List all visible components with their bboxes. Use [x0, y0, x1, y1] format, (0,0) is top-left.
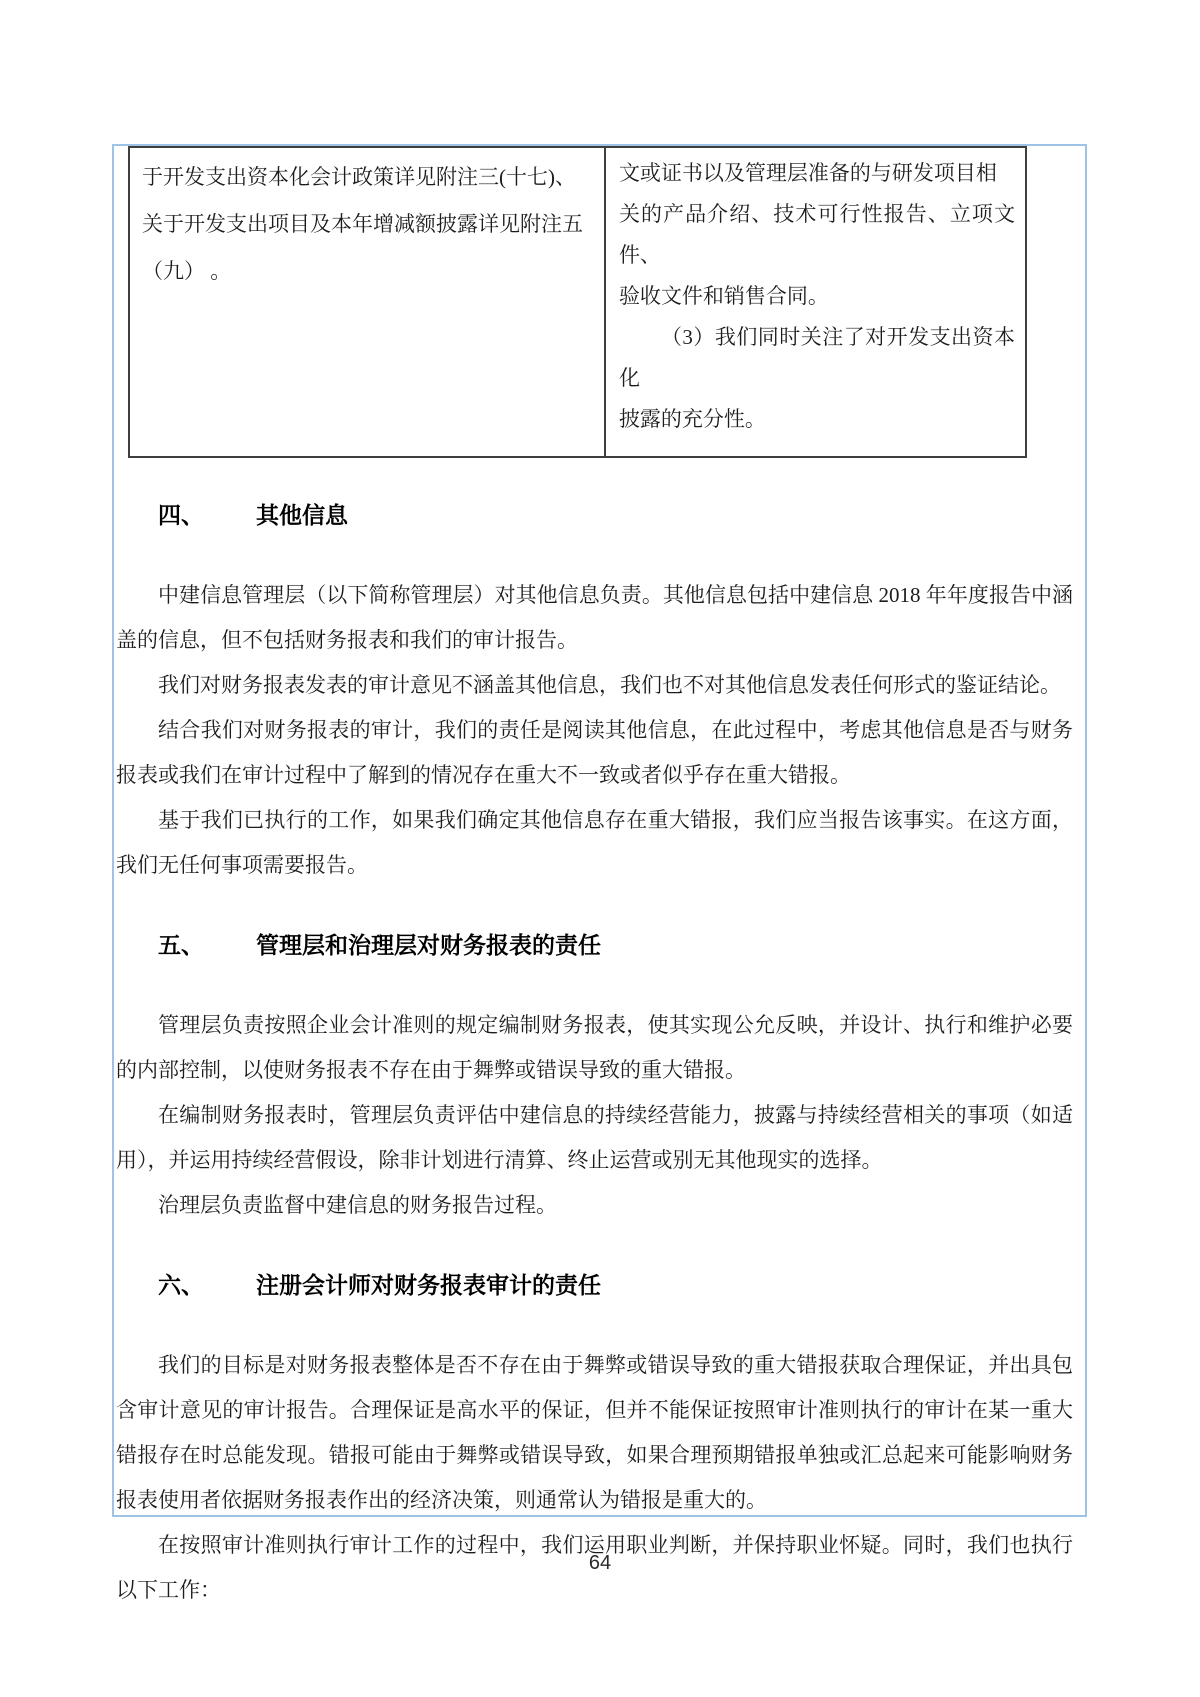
section-number: 四、	[158, 502, 204, 528]
key-audit-matters-table	[128, 146, 1027, 458]
paragraph: 我们对财务报表发表的审计意见不涵盖其他信息，我们也不对其他信息发表任何形式的鉴证结论。	[158, 673, 1061, 697]
paragraph: 基于我们已执行的工作，如果我们确定其他信息存在重大错报，我们应当报告该事实。在这方面，我们无任何事项需要报告。	[116, 808, 1073, 877]
table-cell-line: 关的产品介绍、技术可行性报告、立项文件、	[618, 202, 1015, 267]
table-cell-matter-description	[130, 148, 606, 456]
page-number: 64	[588, 1552, 612, 1574]
table-cell-line: 验收文件和销售合同。	[618, 284, 829, 308]
section-title: 其他信息	[256, 502, 348, 528]
table-cell-line: 于开发支出资本化会计政策详见附注三(十七)、	[142, 165, 576, 189]
table-cell-line: 关于开发支出项目及本年增减额披露详见附注五	[142, 212, 583, 236]
section-heading	[158, 1274, 1073, 1297]
table-cell-line: （3）我们同时关注了对开发支出资本化	[618, 325, 1015, 390]
section-management-responsibility	[116, 934, 1073, 1228]
section-title: 注册会计师对财务报表审计的责任	[256, 1272, 601, 1298]
document-body	[114, 504, 1085, 1613]
table-cell-line: 文或证书以及管理层准备的与研发项目相	[618, 161, 997, 185]
paragraph: 结合我们对财务报表的审计，我们的责任是阅读其他信息，在此过程中，考虑其他信息是否与财务报表或我们在审计过程中了解到的情况存在重大不一致或者似乎存在重大错报。	[116, 718, 1073, 787]
paragraph: 中建信息管理层（以下简称管理层）对其他信息负责。其他信息包括中建信息 2018 年年度报告中涵盖的信息，但不包括财务报表和我们的审计报告。	[116, 583, 1073, 652]
paragraph: 治理层负责监督中建信息的财务报告过程。	[158, 1193, 557, 1217]
section-heading	[158, 934, 1073, 957]
paragraph: 在按照审计准则执行审计工作的过程中，我们运用职业判断，并保持职业怀疑。同时，我们也执行以下工作：	[116, 1533, 1073, 1602]
table-cell-line: 披露的充分性。	[618, 407, 766, 431]
table-cell-line: （九） 。	[142, 259, 232, 283]
section-other-information	[116, 504, 1073, 888]
section-title: 管理层和治理层对财务报表的责任	[256, 932, 601, 958]
paragraph: 我们的目标是对财务报表整体是否不存在由于舞弊或错误导致的重大错报获取合理保证，并出具包含审计意见的审计报告。合理保证是高水平的保证，但并不能保证按照审计准则执行的审计在某一重大错报存在时总能发现。错报可能由于舞弊或错误导致，如果合理预期错报单独或汇总起来可能影响财务报表使用者依据财务报表作出的经济决策，则通常认为错报是重大的。	[116, 1353, 1073, 1512]
table-cell-audit-response	[606, 148, 1025, 456]
section-heading	[158, 504, 1073, 527]
section-number: 五、	[158, 932, 204, 958]
section-number: 六、	[158, 1272, 204, 1298]
paragraph: 在编制财务报表时，管理层负责评估中建信息的持续经营能力，披露与持续经营相关的事项（如适用），并运用持续经营假设，除非计划进行清算、终止运营或别无其他现实的选择。	[116, 1103, 1073, 1172]
paragraph: 管理层负责按照企业会计准则的规定编制财务报表，使其实现公允反映，并设计、执行和维护必要的内部控制，以使财务报表不存在由于舞弊或错误导致的重大错报。	[116, 1013, 1073, 1082]
